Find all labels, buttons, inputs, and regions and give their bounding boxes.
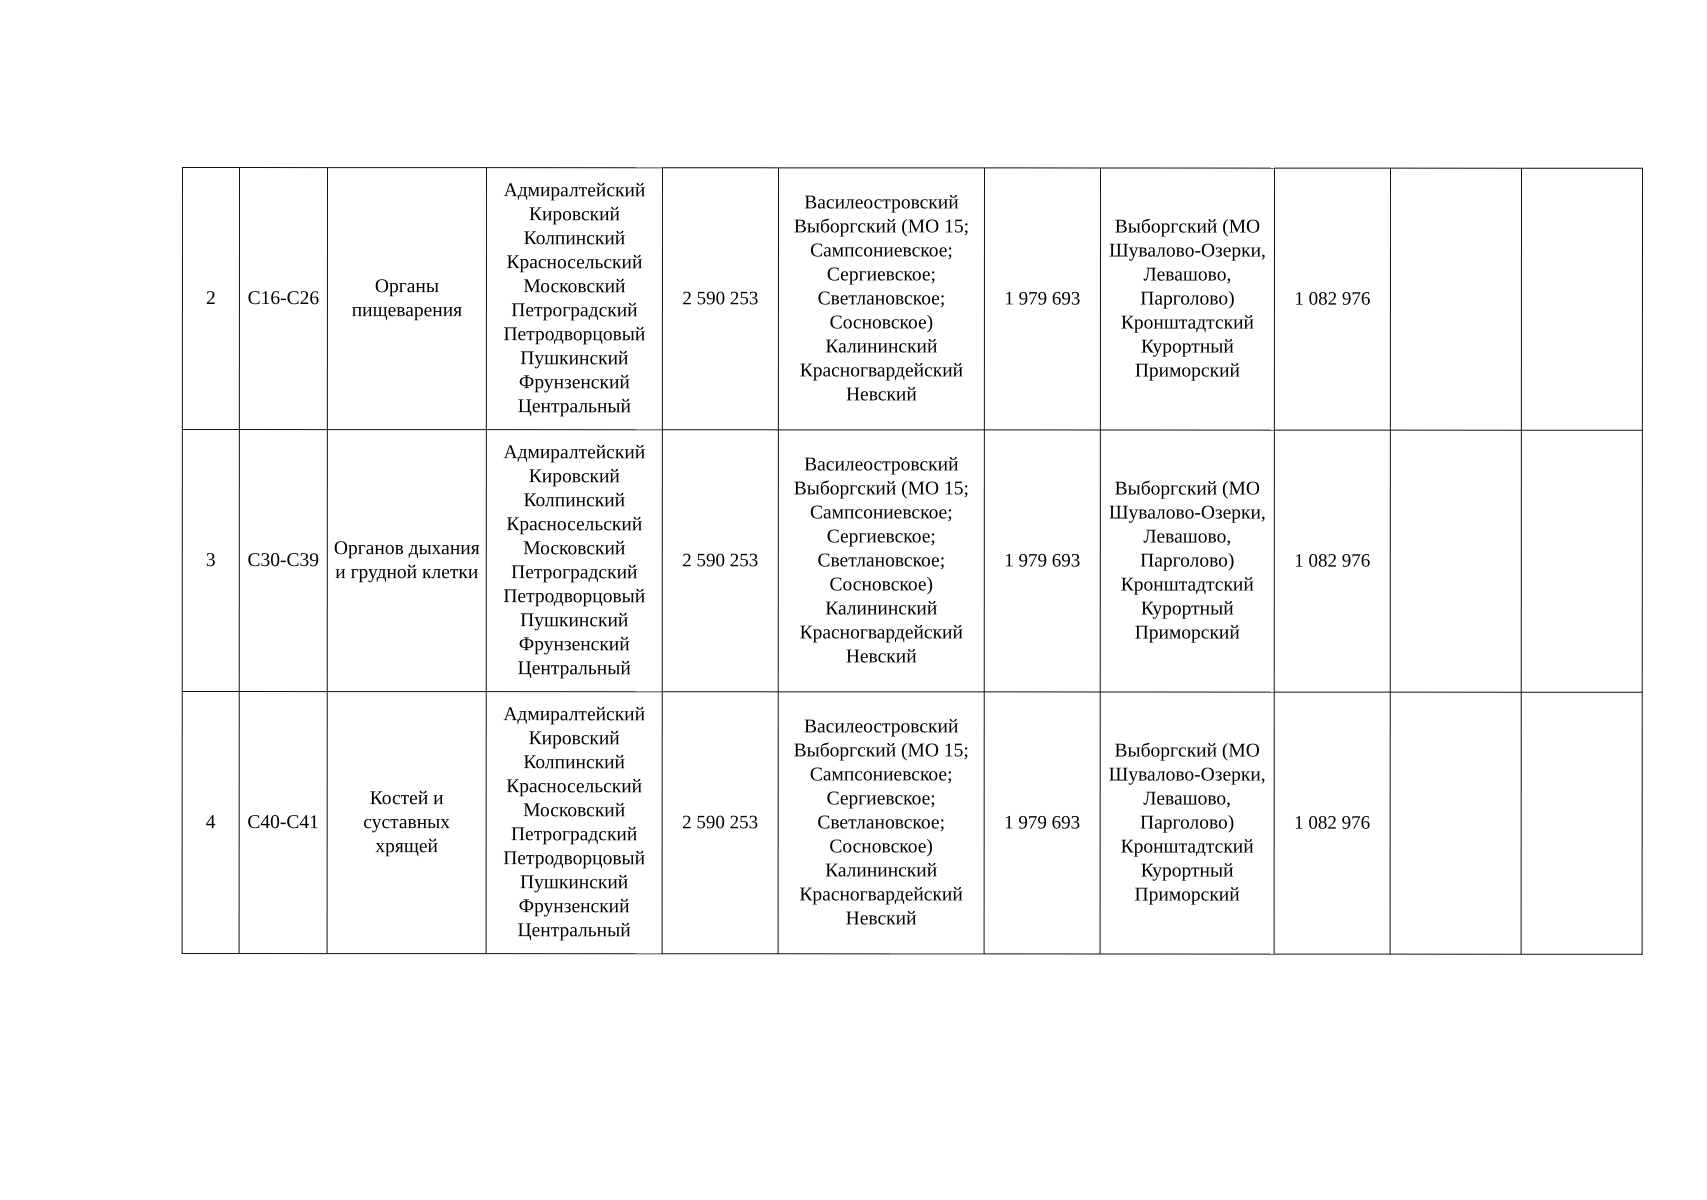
population-a-cell: 2 590 253	[662, 168, 778, 430]
population-c-cell: 1 082 976	[1274, 692, 1390, 954]
population-a-cell: 2 590 253	[662, 430, 778, 692]
document-page	[182, 167, 1643, 955]
empty-cell	[1390, 168, 1521, 430]
empty-cell	[1521, 430, 1642, 692]
districts-group-b-cell: Василеостровский Выборгский (МО 15; Сампсониевское; Сергиевское; Светлановское; Сосновское) Калининский Красногвардейский Невский	[778, 692, 984, 954]
table-row	[182, 168, 1642, 431]
districts-group-a-cell: Адмиралтейский Кировский Колпинский Красносельский Московский Петроградский Петродворцовый Пушкинский Фрунзенский Центральный	[486, 430, 662, 692]
districts-group-b-cell: Василеостровский Выборгский (МО 15; Сампсониевское; Сергиевское; Светлановское; Сосновское) Калининский Красногвардейский Невский	[778, 168, 984, 430]
icd-code-cell: С16-С26	[239, 168, 327, 430]
row-number-cell: 2	[182, 168, 239, 430]
icd-code-cell: С40-С41	[239, 692, 327, 954]
cancer-districts-table	[182, 167, 1643, 955]
empty-cell	[1390, 430, 1521, 692]
organ-cell: Костей и суставных хрящей	[327, 692, 486, 954]
empty-cell	[1521, 692, 1642, 954]
table-row	[182, 692, 1642, 955]
empty-cell	[1390, 692, 1521, 954]
organ-cell: Органы пищеварения	[327, 168, 486, 430]
row-number-cell: 3	[182, 430, 239, 692]
empty-cell	[1521, 168, 1642, 430]
row-number-cell: 4	[182, 692, 239, 954]
table-row	[182, 430, 1642, 693]
population-c-cell: 1 082 976	[1274, 430, 1390, 692]
organ-cell: Органов дыхания и грудной клетки	[327, 430, 486, 692]
population-b-cell: 1 979 693	[984, 692, 1100, 954]
districts-group-c-cell: Выборгский (МО Шувалово-Озерки, Левашово, Парголово) Кронштадтский Курортный Приморский	[1100, 168, 1274, 430]
districts-group-c-cell: Выборгский (МО Шувалово-Озерки, Левашово, Парголово) Кронштадтский Курортный Приморский	[1100, 692, 1274, 954]
population-b-cell: 1 979 693	[984, 168, 1100, 430]
districts-group-b-cell: Василеостровский Выборгский (МО 15; Сампсониевское; Сергиевское; Светлановское; Сосновское) Калининский Красногвардейский Невский	[778, 430, 984, 692]
population-c-cell: 1 082 976	[1274, 168, 1390, 430]
population-a-cell: 2 590 253	[662, 692, 778, 954]
districts-group-a-cell: Адмиралтейский Кировский Колпинский Красносельский Московский Петроградский Петродворцовый Пушкинский Фрунзенский Центральный	[486, 168, 662, 430]
population-b-cell: 1 979 693	[984, 430, 1100, 692]
icd-code-cell: С30-С39	[239, 430, 327, 692]
districts-group-a-cell: Адмиралтейский Кировский Колпинский Красносельский Московский Петроградский Петродворцовый Пушкинский Фрунзенский Центральный	[486, 692, 662, 954]
districts-group-c-cell: Выборгский (МО Шувалово-Озерки, Левашово, Парголово) Кронштадтский Курортный Приморский	[1100, 430, 1274, 692]
